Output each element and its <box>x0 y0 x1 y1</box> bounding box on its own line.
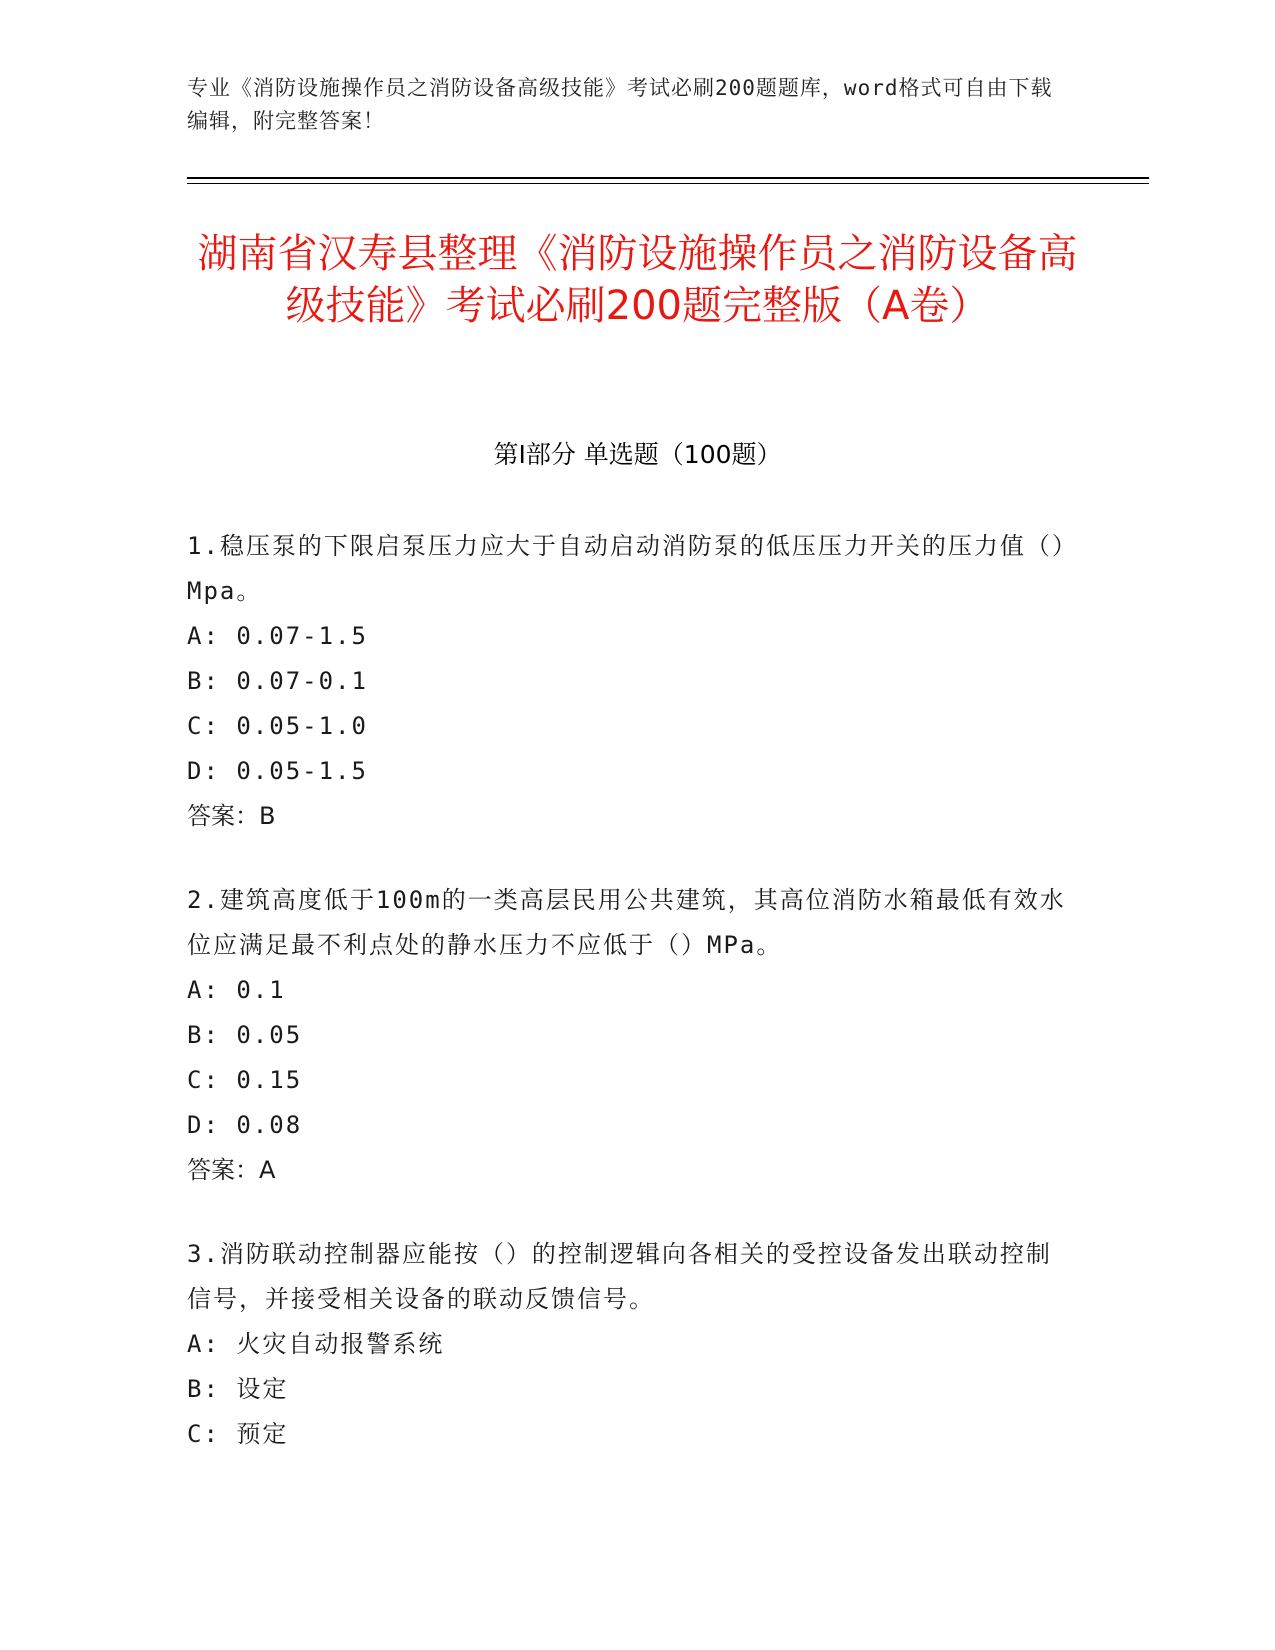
question-2 <box>187 878 1077 1193</box>
question-1 <box>187 524 1077 839</box>
option-a: A: 火灾自动报警系统 <box>187 1330 445 1358</box>
option-d: D: 0.08 <box>187 1111 303 1139</box>
option-c: C: 0.05-1.0 <box>187 712 368 740</box>
option-b: B: 0.05 <box>187 1021 303 1049</box>
answer: 答案：B <box>187 802 276 830</box>
option-d: D: 0.05-1.5 <box>187 757 368 785</box>
header-divider-thick <box>187 177 1149 179</box>
option-b: B: 0.07-0.1 <box>187 667 368 695</box>
header-note: 专业《消防设施操作员之消防设备高级技能》考试必刷200题题库，word格式可自由下载编辑，附完整答案！ <box>187 76 1053 133</box>
option-c: C: 预定 <box>187 1420 289 1448</box>
question-stem: 3.消防联动控制器应能按（）的控制逻辑向各相关的受控设备发出联动控制信号，并接受相关设备的联动反馈信号。 <box>187 1240 1052 1313</box>
question-list <box>187 524 1077 1496</box>
answer: 答案：A <box>187 1156 276 1184</box>
document-title: 湖南省汉寿县整理《消防设施操作员之消防设备高级技能》考试必刷200题完整版（A卷） <box>197 231 1078 329</box>
option-a: A: 0.1 <box>187 976 286 1004</box>
question-stem: 2.建筑高度低于100m的一类高层民用公共建筑，其高位消防水箱最低有效水位应满足最不利点处的静水压力不应低于（）MPa。 <box>187 886 1066 959</box>
question-stem: 1.稳压泵的下限启泵压力应大于自动启动消防泵的低压压力开关的压力值（）Mpa。 <box>187 532 1066 605</box>
option-a: A: 0.07-1.5 <box>187 622 368 650</box>
section-title: 第I部分 单选题（100题） <box>493 440 782 469</box>
question-3 <box>187 1232 1077 1457</box>
header-divider-thin <box>187 183 1149 184</box>
option-c: C: 0.15 <box>187 1066 303 1094</box>
option-b: B: 设定 <box>187 1375 289 1403</box>
